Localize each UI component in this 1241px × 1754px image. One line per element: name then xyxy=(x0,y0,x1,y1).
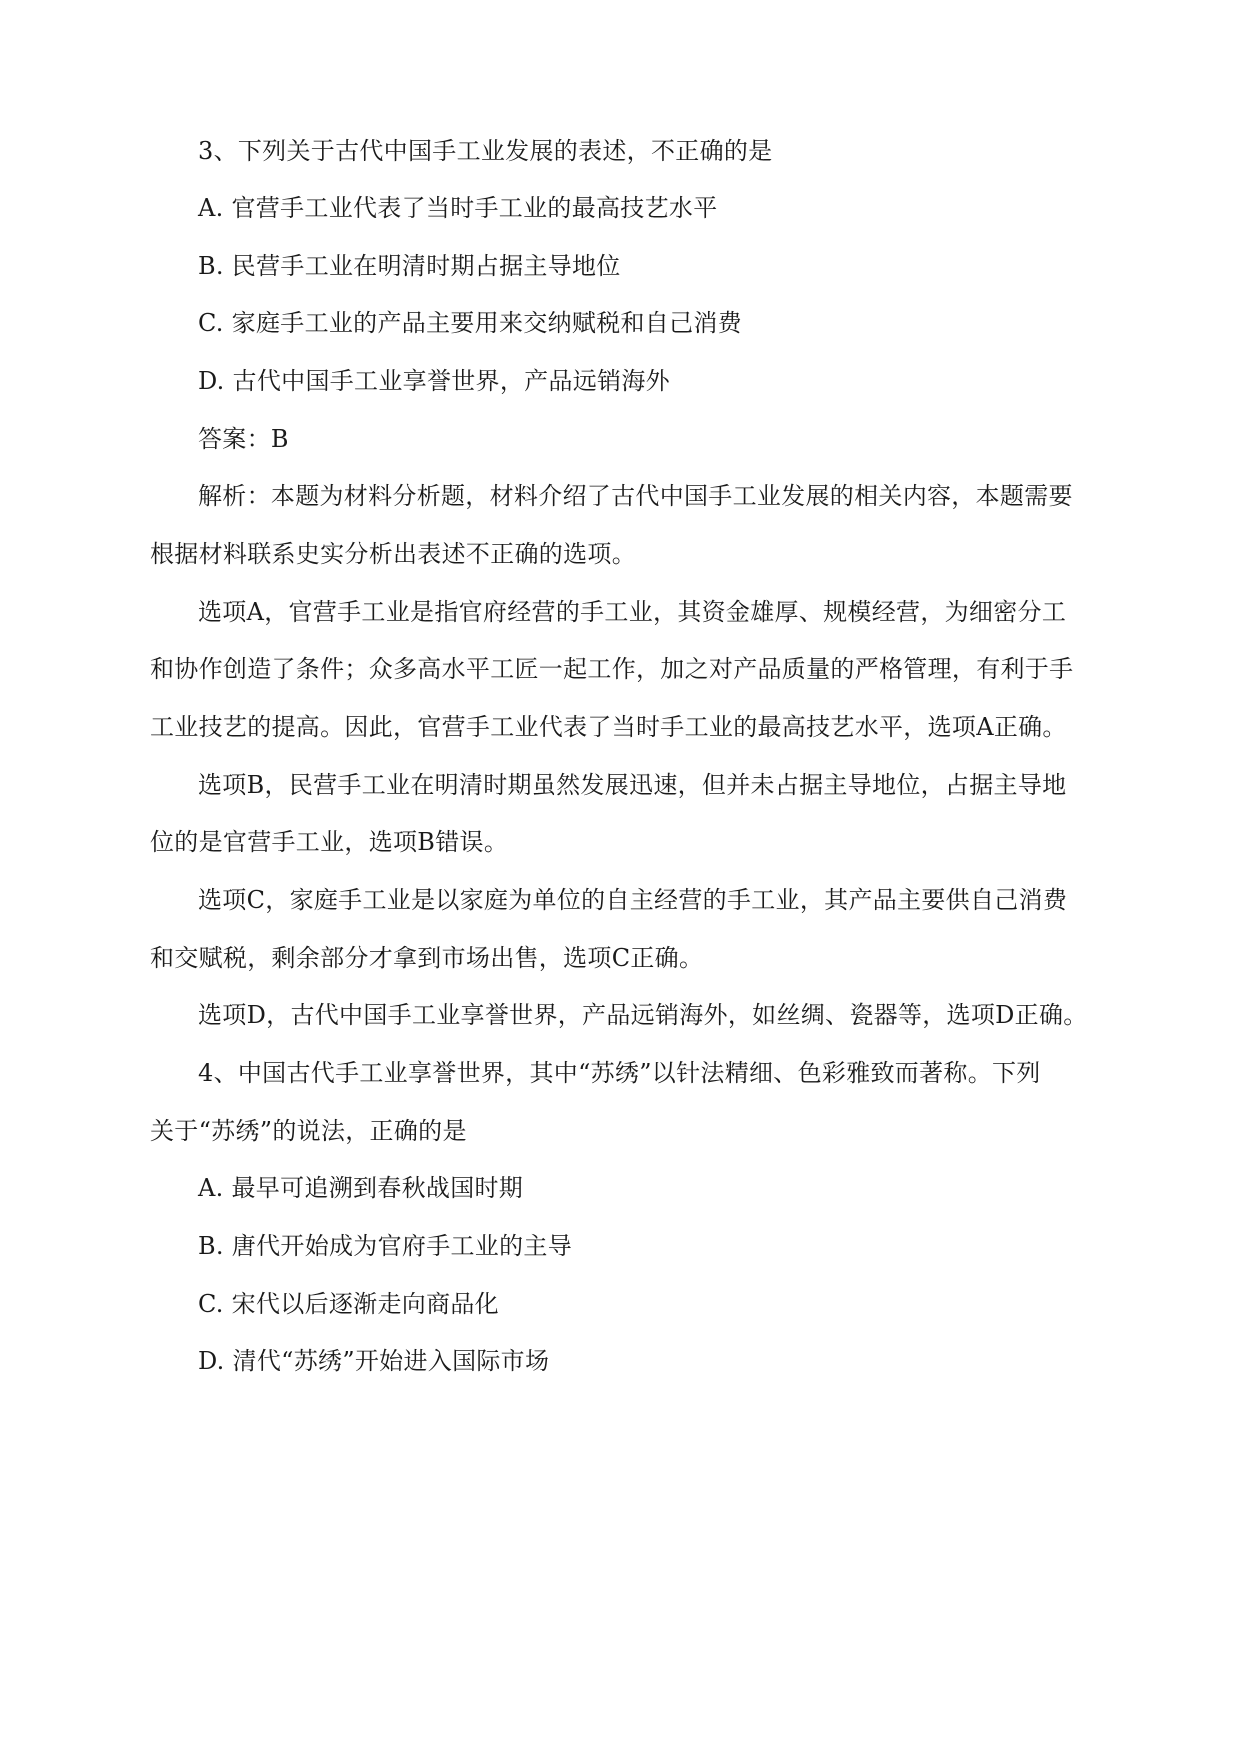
question-4-option-b: B. 唐代开始成为官府手工业的主导 xyxy=(198,1232,572,1260)
question-3-answer: 答案：B xyxy=(198,425,289,453)
analysis-option-c-line-2: 和交赋税，剩余部分才拿到市场出售，选项C正确。 xyxy=(150,944,704,972)
question-3-option-d: D. 古代中国手工业享誉世界，产品远销海外 xyxy=(198,367,670,395)
question-3-option-a: A. 官营手工业代表了当时手工业的最高技艺水平 xyxy=(198,194,718,222)
question-3-option-b: B. 民营手工业在明清时期占据主导地位 xyxy=(198,252,621,280)
analysis-option-a-line-3: 工业技艺的提高。因此，官营手工业代表了当时手工业的最高技艺水平，选项A正确。 xyxy=(150,713,1067,741)
analysis-option-b-line-2: 位的是官营手工业，选项B错误。 xyxy=(150,828,509,856)
analysis-intro-line-2: 根据材料联系史实分析出表述不正确的选项。 xyxy=(150,540,636,568)
question-4-stem-line-2: 关于“苏绣”的说法，正确的是 xyxy=(150,1117,467,1145)
analysis-option-c-line-1: 选项C，家庭手工业是以家庭为单位的自主经营的手工业，其产品主要供自己消费 xyxy=(198,886,1068,914)
question-4-option-c: C. 宋代以后逐渐走向商品化 xyxy=(198,1290,499,1318)
question-3-option-c: C. 家庭手工业的产品主要用来交纳赋税和自己消费 xyxy=(198,309,742,337)
question-4-stem-line-1: 4、中国古代手工业享誉世界，其中“苏绣”以针法精细、色彩雅致而著称。下列 xyxy=(198,1059,1041,1087)
analysis-intro-line-1: 解析：本题为材料分析题，材料介绍了古代中国手工业发展的相关内容，本题需要 xyxy=(198,482,1073,510)
question-4-option-d: D. 清代“苏绣”开始进入国际市场 xyxy=(198,1347,550,1375)
question-3-stem: 3、下列关于古代中国手工业发展的表述，不正确的是 xyxy=(198,137,773,165)
question-4-option-a: A. 最早可追溯到春秋战国时期 xyxy=(198,1174,524,1202)
analysis-option-a-line-1: 选项A，官营手工业是指官府经营的手工业，其资金雄厚、规模经营，为细密分工 xyxy=(198,598,1067,626)
analysis-option-a-line-2: 和协作创造了条件；众多高水平工匠一起工作，加之对产品质量的严格管理，有利于手 xyxy=(150,655,1074,683)
analysis-option-d-line-1: 选项D，古代中国手工业享誉世界，产品远销海外，如丝绸、瓷器等，选项D正确。 xyxy=(198,1001,1088,1029)
analysis-option-b-line-1: 选项B，民营手工业在明清时期虽然发展迅速，但并未占据主导地位，占据主导地 xyxy=(198,771,1067,799)
